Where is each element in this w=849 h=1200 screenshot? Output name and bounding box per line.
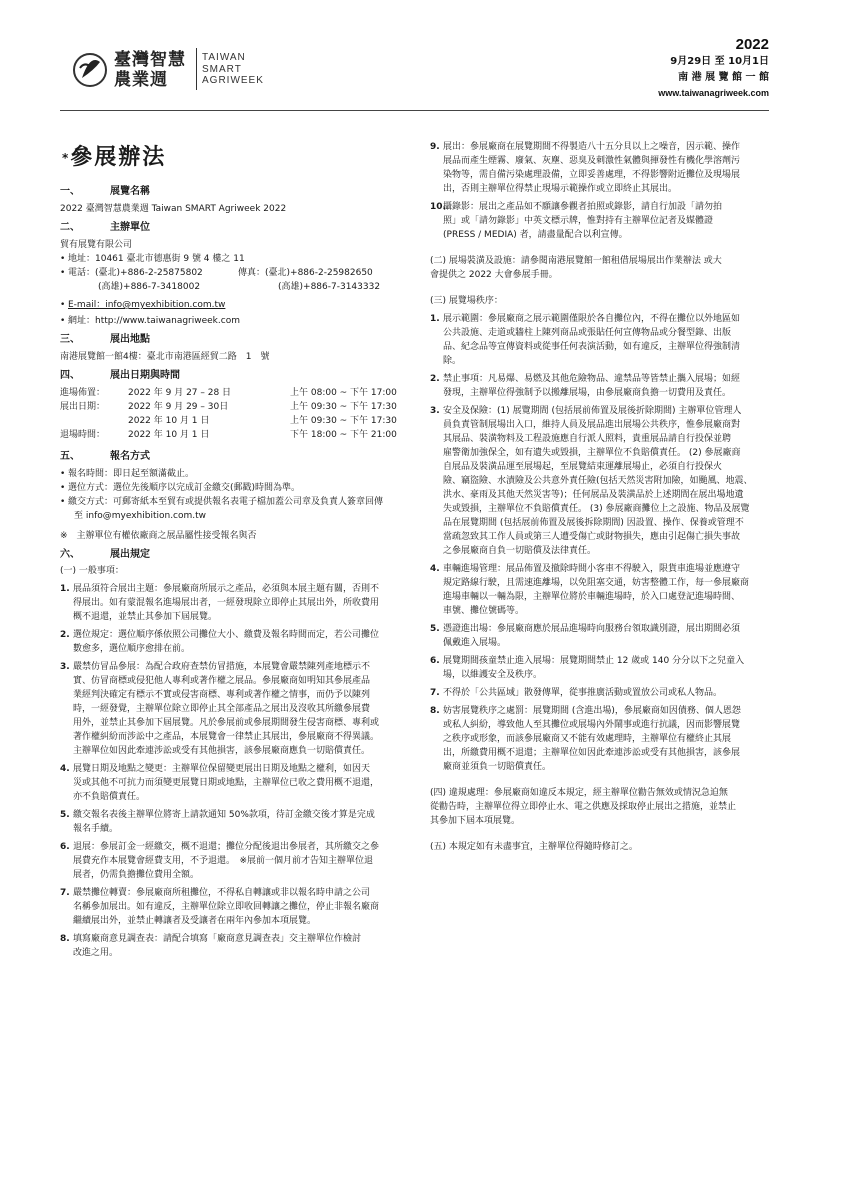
rule-line: 險、竊盜險、水漬險及公共意外責任險(包括天然災害附加險，如颱風、地震、 bbox=[443, 476, 753, 486]
rule-number: 5. bbox=[430, 624, 440, 634]
rule-line: 實、仿冒商標或侵犯他人專利或著作權之展品。參展廠商如明知其參展產品 bbox=[73, 676, 371, 686]
rule-line: 當疏忽致其工作人員或第三人遭受傷亡或財物損失，應由引起傷亡損失事故 bbox=[443, 532, 741, 542]
rule-item bbox=[60, 808, 420, 836]
rule-line: 出，所繳費用概不退還；主辦單位如因此牽連涉訟或受有其他損害，該參展 bbox=[443, 748, 741, 758]
para-line: 從勸告時，主辦單位得立即停止水、電之供應及採取停止展出之措施，並禁止 bbox=[430, 802, 737, 812]
org-phone-1: • 電話：(臺北)+886-2-25875802 傳真：(臺北)+886-2-25982650 bbox=[60, 266, 420, 280]
org-email[interactable]: • E-mail：info@myexhibition.com.tw bbox=[60, 298, 420, 312]
schedule-row: 進場佈置： 2022 年 9 月 27 – 28 日 上午 08:00 ~ 下午 17:00 bbox=[60, 388, 397, 398]
logo-cn-1: 臺灣智慧 bbox=[114, 50, 186, 70]
rule-number: 4. bbox=[60, 764, 70, 774]
rule-line: 妨害展覽秩序之處罰：展覽期間 (含進出場)，參展廠商如因債務、個人恩怨 bbox=[443, 706, 741, 716]
schedule-row: 退場時間： 2022 年 10 月 1 日 下午 18:00 ~ 下午 21:00 bbox=[60, 430, 397, 440]
rule-line: 之參展廠商自負一切賠償及法律責任。 bbox=[443, 546, 597, 556]
rule-line: 展出：參展廠商在展覽期間不得製造八十五分貝以上之噪音，因示範、操作 bbox=[443, 142, 741, 152]
rule-item bbox=[430, 372, 790, 400]
rule-number: 3. bbox=[430, 406, 440, 416]
event-dates: 9月29日 至 10月1日 bbox=[670, 56, 769, 67]
rule-text bbox=[443, 654, 790, 682]
rule-line: 禁止事項：凡易爆、易燃及其他危險物品、違禁品等皆禁止攜入展場；如經 bbox=[443, 374, 741, 384]
rule-line: 展品須符合展出主題：參展廠商所展示之產品，必須與本展主題有關，否則不 bbox=[73, 584, 380, 594]
rule-line: 概不退還，並禁止其參加下屆展覽。 bbox=[73, 612, 218, 622]
org-website[interactable]: • 網址：http://www.taiwanagriweek.com bbox=[60, 314, 420, 328]
rule-line: 展費充作本展覽會經費支用，不予退還。 ※展前一個月前才告知主辦單位退 bbox=[73, 856, 374, 866]
org-phone-2: (高雄)+886-7-3418002 (高雄)+886-7-3143332 bbox=[98, 282, 381, 292]
left-items bbox=[60, 582, 420, 960]
rule-line: 著作權糾紛而涉訟中之產品，本展覽會一律禁止其展出，參展廠商不得異議。 bbox=[73, 732, 380, 742]
rule-item bbox=[60, 886, 420, 928]
event-venue: 南 港 展 覽 館 一 館 bbox=[678, 72, 769, 83]
rule-text bbox=[73, 628, 420, 656]
right-items-b bbox=[430, 312, 790, 774]
logo-cn-2: 農業週 bbox=[114, 70, 168, 90]
reg-selection: • 選位方式：選位先後順序以完成訂金繳交(郵戳)時間為準。 bbox=[60, 481, 420, 495]
rule-item bbox=[430, 654, 790, 682]
para-violation bbox=[430, 786, 790, 828]
rule-line: 嚴禁仿冒品參展：為配合政府查禁仿冒措施，本展覽會嚴禁陳列產地標示不 bbox=[73, 662, 371, 672]
rule-line: 場，以維護安全及秩序。 bbox=[443, 670, 543, 680]
rule-text bbox=[73, 886, 420, 928]
rule-line: 展品而產生煙霧、廢氣、灰塵、惡臭及刺激性氣體與揮發性有機化學溶劑污 bbox=[443, 156, 741, 166]
rule-line: 進場車輛以一輛為限，主辦單位將於車輛進場時，於入口處登記進場時間、 bbox=[443, 592, 741, 602]
rule-line: 嚴禁攤位轉賣：參展廠商所租攤位，不得私自轉讓或非以報名時申請之公司 bbox=[73, 888, 371, 898]
rule-line: 品、紀念品等宣傳資料或從事任何表演活動，如有違反，主辦單位得強制清 bbox=[443, 342, 741, 352]
rule-text bbox=[443, 562, 790, 618]
rule-text bbox=[443, 312, 790, 368]
rule-line: 時，一經發覺，主辦單位除立即停止其全部產品之展出及沒收其所繳參展費 bbox=[73, 704, 371, 714]
rule-text bbox=[443, 622, 790, 650]
reg-time: • 報名時間：即日起至額滿截止。 bbox=[60, 467, 420, 481]
rule-text bbox=[73, 932, 420, 960]
rule-line: 公共設施、走道或牆柱上陳列商品或張貼任何宣傳物品或分餐型錄、出版 bbox=[443, 328, 732, 338]
rule-line: 用外，並禁止其參加下屆展覽。凡於參展前或參展期間發生侵害商標、專利或 bbox=[73, 718, 380, 728]
page-title: *參展辦法 bbox=[62, 145, 167, 170]
rule-number: 2. bbox=[60, 630, 70, 640]
rule-item bbox=[430, 704, 790, 774]
reg-note: ※ 主辦單位有權依廠商之展品屬性接受報名與否 bbox=[60, 531, 257, 541]
para-amendment: (五) 本規定如有未盡事宜，主辦單位得隨時修訂之。 bbox=[430, 842, 638, 852]
schedule-row: 2022 年 10 月 1 日 上午 09:30 ~ 下午 17:30 bbox=[128, 416, 397, 426]
para-line: (四) 違規處理：參展廠商如違反本規定，經主辦單位勸告無效或情況急迫無 bbox=[430, 788, 728, 798]
s6-sub: (一) 一般事項： bbox=[60, 566, 124, 576]
rule-line: 改進之用。 bbox=[73, 948, 119, 958]
rule-number: 8. bbox=[60, 934, 70, 944]
schedule-table bbox=[60, 386, 420, 442]
rule-line: 報名手續。 bbox=[73, 824, 119, 834]
rule-item bbox=[430, 622, 790, 650]
rule-number: 7. bbox=[60, 888, 70, 898]
logo-en-3: AGRIWEEK bbox=[202, 75, 264, 86]
rule-line: 品在展覽期間 (包括展前佈置及展後拆除期間) 因設置、操作、保養或管理不 bbox=[443, 518, 744, 528]
para-line: (二) 展場裝潢及設施：請參閱南港展覽館一館租借展場展出作業辦法 或大 bbox=[430, 256, 722, 266]
rule-line: 展覽期間孩童禁止進入展場：展覽期間禁止 12 歲或 140 分分以下之兒童入 bbox=[443, 656, 745, 666]
rule-line: 佩戴進入展場。 bbox=[443, 638, 507, 648]
rule-item bbox=[60, 660, 420, 758]
rule-line: 主辦單位如因此牽連涉訟或受有其他損害，該參展廠商應負一切賠償責任。 bbox=[73, 746, 371, 756]
rule-number: 1. bbox=[430, 314, 440, 324]
rule-line: 照」或「請勿錄影」中英文標示牌，惟對持有主辦單位記者及媒體證 bbox=[443, 216, 714, 226]
right-items-a bbox=[430, 140, 790, 242]
section-5: 五、 報名方式 bbox=[60, 451, 150, 462]
rule-line: 展覽日期及地點之變更：主辦單位保留變更展出日期及地點之權利，如因天 bbox=[73, 764, 371, 774]
rule-line: 繳交報名表後主辦單位將寄上請款通知 50%款項，待訂金繳交後才算是完成 bbox=[73, 810, 375, 820]
rule-number: 8. bbox=[430, 706, 440, 716]
para-line: 會提供之 2022 大會參展手冊。 bbox=[430, 270, 558, 280]
rule-line: 攝錄影：展出之產品如不願讓參觀者拍照或錄影，請自行加設「請勿拍 bbox=[443, 202, 723, 212]
rule-line: 其展品、裝潢物料及工程設施應自行派人照料，貴重展品請自行投保並聘 bbox=[443, 434, 732, 444]
para-order: (三) 展覽場秩序： bbox=[430, 296, 503, 306]
logo bbox=[72, 48, 272, 94]
rule-item bbox=[60, 628, 420, 656]
rule-line: 失或毀損，主辦單位不負賠償責任。 (3) 參展廠商攤位上之設施、物品及展覽 bbox=[443, 504, 750, 514]
rule-line: 規定路線行駛，且需速進離場，以免阻塞交通，妨害整體工作，每一參展廠商 bbox=[443, 578, 750, 588]
s3-body: 南港展覽館一館4樓：臺北市南港區經貿二路 1 號 bbox=[60, 352, 270, 362]
rule-text bbox=[443, 704, 790, 774]
rule-line: 選位規定：選位順序係依照公司攤位大小、繳費及報名時間而定，若公司攤位 bbox=[73, 630, 380, 640]
rule-text bbox=[73, 582, 420, 624]
rule-line: 災或其他不可抗力而須變更展覽日期或地點，主辦單位已收之費用概不退還， bbox=[73, 778, 380, 788]
rule-line: 或私人糾紛，導致他人至其攤位或展場內外鬧事或進行抗議，因而影響展覽 bbox=[443, 720, 741, 730]
rule-line: 染物等，需自備污染處理設備，立即妥善處理，不得影響附近攤位及現場展 bbox=[443, 170, 741, 180]
rule-line: 車輛進場管理：展品佈置及撤除時間小客車不得駛入，限貨車進場並應遵守 bbox=[443, 564, 741, 574]
rule-text bbox=[443, 686, 790, 700]
section-6: 六、 展出規定 bbox=[60, 549, 150, 560]
rule-line: 展者，仍需負擔攤位費用全額。 bbox=[73, 870, 200, 880]
para-venue-setup bbox=[430, 254, 790, 282]
rule-line: 廠商並須負一切賠償責任。 bbox=[443, 762, 552, 772]
rule-item bbox=[430, 686, 790, 700]
rule-text bbox=[443, 372, 790, 400]
rule-line: 洪水、豪雨及其他天然災害等)；任何展品及裝潢品於上述期間在展出場地遺 bbox=[443, 490, 744, 500]
rule-line: 填寫廠商意見調查表：請配合填寫「廠商意見調查表」交主辦單位作檢討 bbox=[73, 934, 362, 944]
rule-line: 出，否則主辦單位得禁止現場示範操作或立即終止其展出。 bbox=[443, 184, 678, 194]
rule-line: (PRESS / MEDIA) 者，請盡量配合以利宣傳。 bbox=[443, 230, 628, 240]
reg-method-email[interactable]: 至 info@myexhibition.com.tw bbox=[74, 511, 207, 521]
event-info bbox=[529, 36, 769, 100]
rule-line: 不得於「公共區域」散發傳單，從事推廣活動或置放公司或私人物品。 bbox=[443, 688, 723, 698]
rule-number: 9. bbox=[430, 142, 440, 152]
rule-number: 4. bbox=[430, 564, 440, 574]
rule-number: 1. bbox=[60, 584, 70, 594]
rule-line: 雇警衛加強保全，如有遺失或毀損，主辦單位不負賠償責任。 (2) 參展廠商 bbox=[443, 448, 741, 458]
org-address: • 地址：10461 臺北市德惠街 9 號 4 樓之 11 bbox=[60, 252, 420, 266]
rule-line: 名稱參加展出。如有違反，主辦單位除立即收回轉讓之攤位，停止非報名廠商 bbox=[73, 902, 380, 912]
rule-item bbox=[60, 582, 420, 624]
schedule-row: 展出日期： 2022 年 9 月 29 – 30日 上午 09:30 ~ 下午 17:30 bbox=[60, 402, 397, 412]
rule-line: 數愈多，選位順序愈排在前。 bbox=[73, 644, 191, 654]
rule-item bbox=[60, 932, 420, 960]
rule-text bbox=[443, 404, 790, 558]
section-4: 四、 展出日期與時間 bbox=[60, 370, 180, 381]
rule-text bbox=[443, 140, 790, 196]
rule-line: 得展出。如有蒙混報名進場展出者，一經發現除立即停止其展出外，所收費用 bbox=[73, 598, 380, 608]
rule-line: 展示範圍：參展廠商之展示範圍僅限於各自攤位內，不得在攤位以外地區如 bbox=[443, 314, 741, 324]
rule-item bbox=[60, 762, 420, 804]
rule-number: 10. bbox=[430, 202, 446, 212]
logo-divider bbox=[196, 48, 197, 90]
rule-number: 7. bbox=[430, 688, 440, 698]
rule-item bbox=[430, 140, 790, 196]
left-column bbox=[60, 180, 420, 960]
rule-item bbox=[430, 404, 790, 558]
para-line: 其參加下屆本項展覽。 bbox=[430, 816, 521, 826]
rule-line: 自展品及裝潢品運至展場起，至展覽結束運離展場止，必須自行投保火 bbox=[443, 462, 723, 472]
rule-number: 2. bbox=[430, 374, 440, 384]
rule-line: 退展：參展訂金一經繳交，概不退還；攤位分配後退出參展者，其所繳交之參 bbox=[73, 842, 380, 852]
event-url[interactable]: www.taiwanagriweek.com bbox=[658, 88, 769, 98]
reg-method: • 繳交方式：可郵寄紙本至貿有或提供報名表電子檔加蓋公司章及負責人簽章回傳 bbox=[60, 495, 420, 509]
rule-text bbox=[73, 762, 420, 804]
rule-line: 之秩序或形象，而該參展廠商又不能有效處理時，主辦單位有權終止其展 bbox=[443, 734, 732, 744]
rule-item bbox=[60, 840, 420, 882]
rule-item bbox=[430, 562, 790, 618]
section-1: 一、 展覽名稱 bbox=[60, 186, 150, 197]
rule-line: 除。 bbox=[443, 356, 462, 366]
logo-leaf-icon bbox=[72, 48, 108, 92]
s1-body: 2022 臺灣智慧農業週 Taiwan SMART Agriweek 2022 bbox=[60, 204, 287, 214]
rule-line: 發現，主辦單位得強制予以搬離展場，由參展廠商負擔一切費用及責任。 bbox=[443, 388, 732, 398]
logo-en-2: SMART bbox=[202, 63, 242, 75]
rule-text bbox=[443, 200, 790, 242]
rule-text bbox=[73, 660, 420, 758]
rule-text bbox=[73, 808, 420, 836]
rule-line: 憑證進出場：參展廠商應於展品進場時向服務台領取識別證，展出期間必須 bbox=[443, 624, 741, 634]
rule-text bbox=[73, 840, 420, 882]
rule-line: 亦不負賠償責任。 bbox=[73, 792, 146, 802]
rule-number: 3. bbox=[60, 662, 70, 672]
rule-line: 繼續展出外，並禁止轉讓者及受讓者在兩年內參加本項展覽。 bbox=[73, 916, 317, 926]
rule-item bbox=[430, 200, 790, 242]
rule-item bbox=[430, 312, 790, 368]
right-column bbox=[430, 136, 790, 854]
rule-line: 安全及保險：(1) 展覽期間 (包括展前佈置及展後折除期間) 主辦單位管理人 bbox=[443, 406, 742, 416]
rule-number: 5. bbox=[60, 810, 70, 820]
header-rule bbox=[60, 110, 769, 111]
rule-line: 業經判決確定有標示不實或侵害商標、專利或著作權之情事，而仍予以陳列 bbox=[73, 690, 371, 700]
org-name: 貿有展覽有限公司 bbox=[60, 240, 133, 250]
rule-line: 員負責管制展場出入口，維持人員及展品進出展場公共秩序，惟參展廠商對 bbox=[443, 420, 741, 430]
rule-number: 6. bbox=[60, 842, 70, 852]
section-2: 二、 主辦單位 bbox=[60, 222, 150, 233]
rule-line: 車號、攤位號碼等。 bbox=[443, 606, 525, 616]
rule-number: 6. bbox=[430, 656, 440, 666]
logo-en-1: TAIWAN bbox=[202, 52, 246, 63]
event-year: 2022 bbox=[735, 36, 769, 53]
section-3: 三、 展出地點 bbox=[60, 334, 150, 345]
